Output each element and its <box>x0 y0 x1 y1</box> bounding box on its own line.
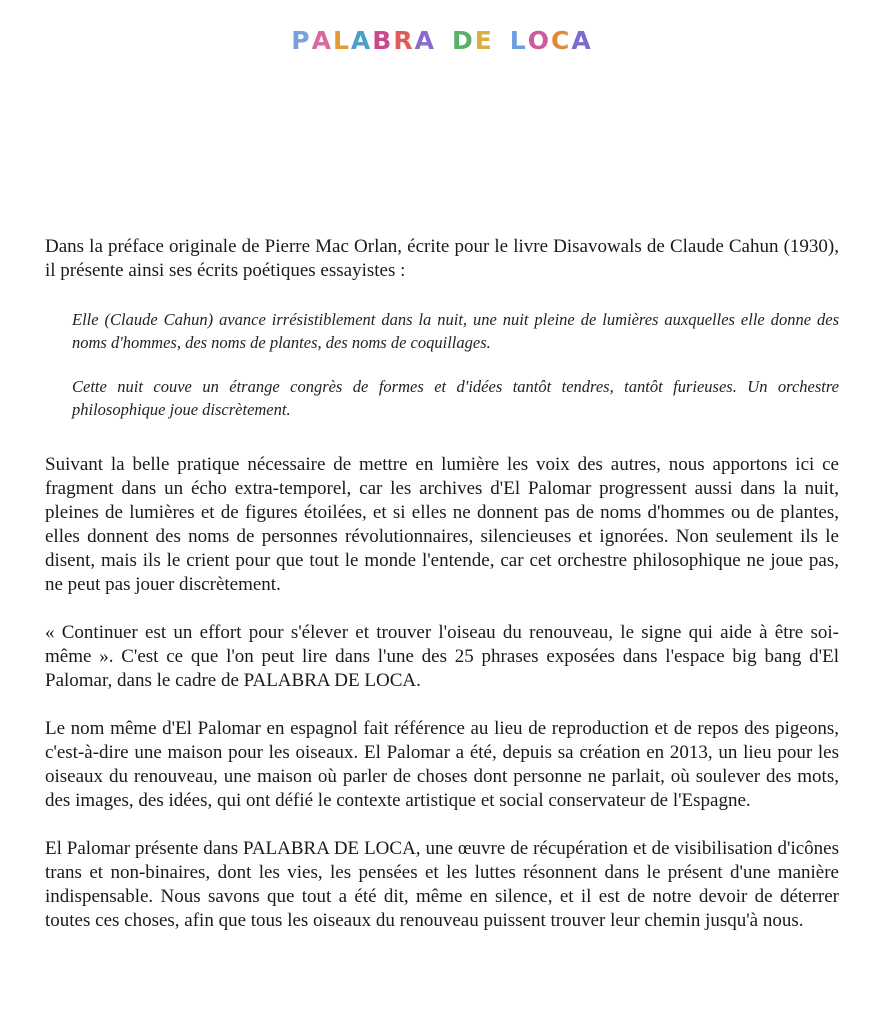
logo-letter: A <box>414 26 436 55</box>
quote-paragraph-2: Cette nuit couve un étrange congrès de formes et d'idées tantôt tendres, tantôt furieuses. Un orchestre philosophique joue discrètement. <box>72 377 839 419</box>
body-paragraph-2: « Continuer est un effort pour s'élever et trouver l'oiseau du renouveau, le signe qui aide à être soi-même ». C'est ce que l'on peut lire dans l'une des 25 phrases exposées dans l'espace big bang d'El Palomar, dans le cadre de PALABRA DE LOCA. <box>45 622 839 691</box>
logo-letter: A <box>350 26 373 55</box>
logo-letter: L <box>509 26 528 55</box>
logo-letter: O <box>527 26 551 55</box>
logo-letter: A <box>571 26 593 55</box>
logo-letter: L <box>332 26 351 55</box>
logo-letter: E <box>474 26 494 55</box>
logo-letter: B <box>372 26 394 55</box>
document-body <box>45 235 839 933</box>
logo-letter: A <box>311 26 333 55</box>
logo-letter: R <box>393 26 415 55</box>
body-paragraph-1: Suivant la belle pratique nécessaire de mettre en lumière les voix des autres, nous apportons ici ce fragment dans un écho extra-temporel, car les archives d'El Palomar progressent aussi dans la nuit, pleines de lumières et de figures étoilées, et si elles ne donnent pas de noms d'hommes ou de plantes, elles donnent des noms de personnes révolutionnaires, silencieuses et ignorées. Non seulement ils le disent, mais ils le crient pour que tout le monde l'entende, car cet orchestre philosophique ne joue pas, ne peut pas jouer discrètement. <box>45 454 839 595</box>
intro-paragraph: Dans la préface originale de Pierre Mac Orlan, écrite pour le livre Disavowals de Claude Cahun (1930), il présente ainsi ses écrits poétiques essayistes : <box>45 236 839 281</box>
body-paragraph-4: El Palomar présente dans PALABRA DE LOCA, une œuvre de récupération et de visibilisation d'icônes trans et non-binaires, dont les vies, les pensées et les luttes résonnent dans le présent d'une manière indispensable. Nous savons que tout a été dit, même en silence, et il est de notre devoir de déterrer toutes ces choses, afin que tous les oiseaux du renouveau puissent trouver leur chemin jusqu'à nous. <box>45 838 839 931</box>
body-paragraph-3: Le nom même d'El Palomar en espagnol fait référence au lieu de reproduction et de repos des pigeons, c'est-à-dire une maison pour les oiseaux. El Palomar a été, depuis sa création en 2013, un lieu pour les oiseaux du renouveau, une maison où parler de choses dont personne ne parlait, où soulever des mots, des images, des idées, qui ont défié le contexte artistique et social conservateur de l'Espagne. <box>45 718 839 811</box>
logo-letter: C <box>551 26 572 55</box>
palabra-de-loca-logo <box>0 26 884 56</box>
logo-letter: D <box>451 26 475 55</box>
quote-paragraph-1: Elle (Claude Cahun) avance irrésistiblement dans la nuit, une nuit pleine de lumières auxquelles elle donne des noms d'hommes, des noms de plantes, des noms de coquillages. <box>72 310 839 352</box>
logo-letter: P <box>291 26 312 55</box>
